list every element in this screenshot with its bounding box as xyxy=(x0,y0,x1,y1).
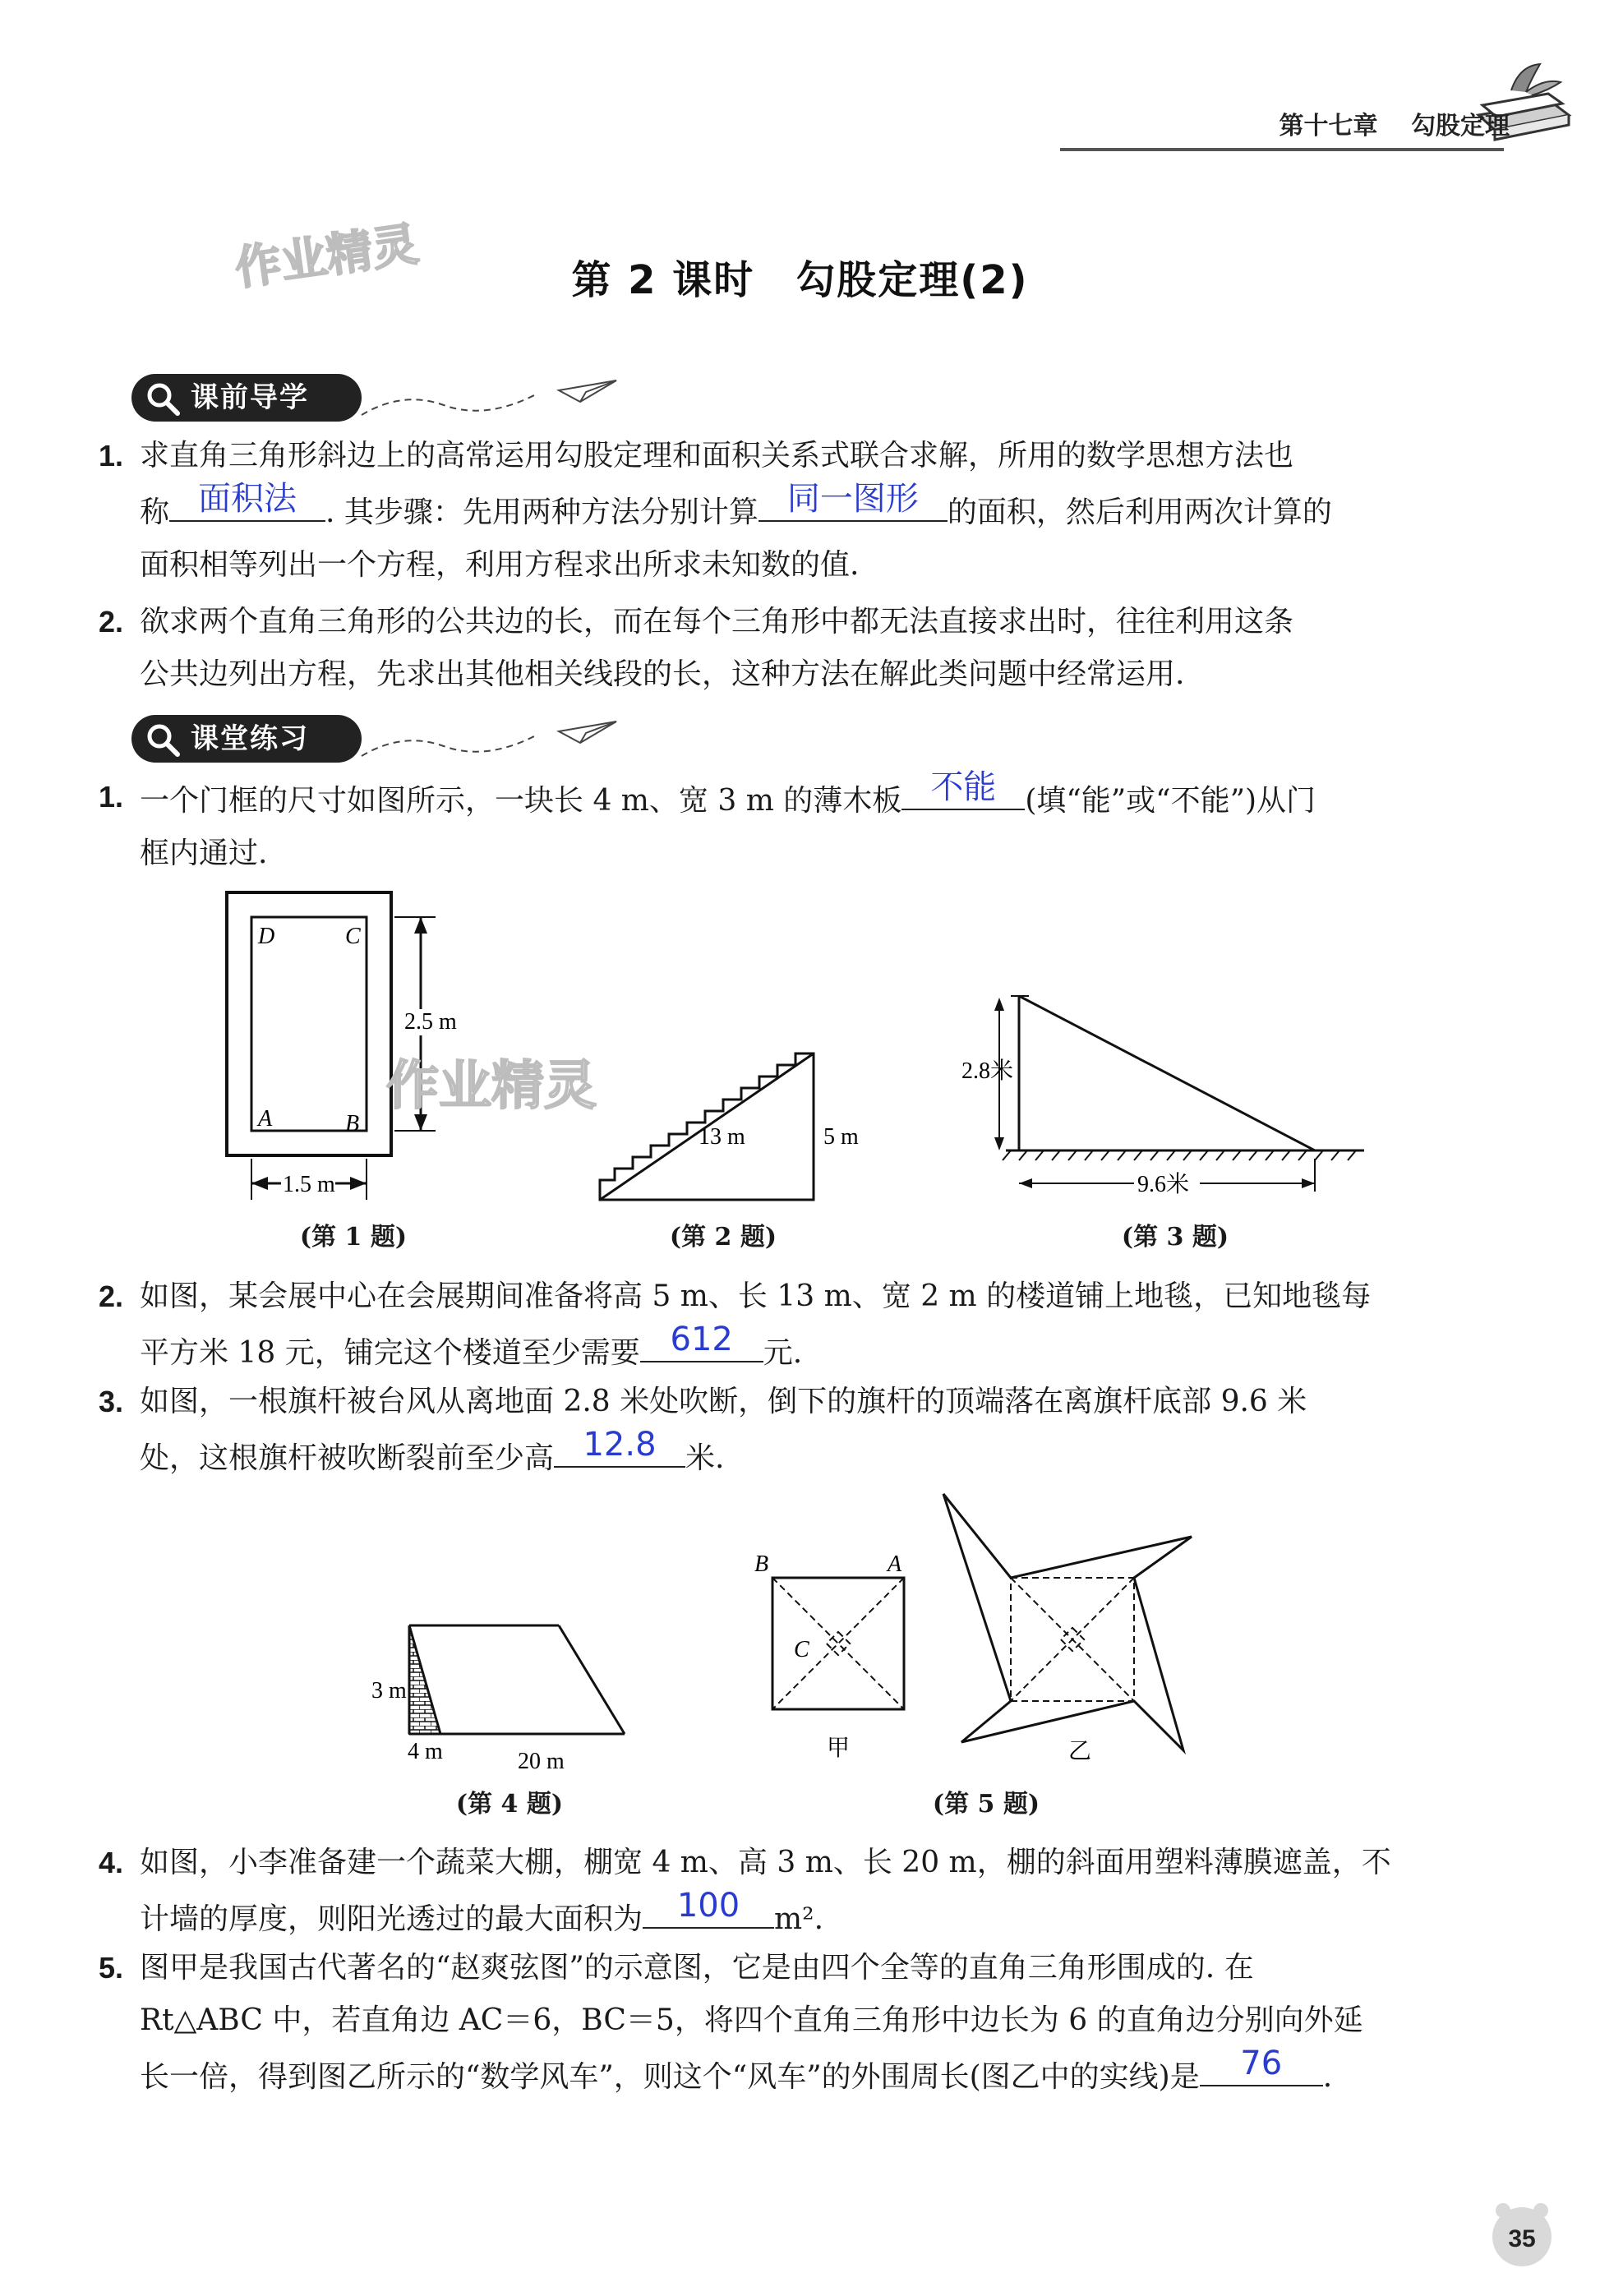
text-line: Rt△ABC 中，若直角边 AC＝6，BC＝5，将四个直角三角形中边长为 6 的直角边分别向外延 xyxy=(140,2003,1363,2037)
text: 长一倍，得到图乙所示的“数学风车”，则这个“风车”的外围周长(图乙中的实线)是 xyxy=(140,2060,1200,2094)
chapter-header xyxy=(1271,105,1510,141)
magnifier-icon xyxy=(145,722,181,758)
header-rule xyxy=(1060,148,1504,151)
text-line: 如图，某会展中心在会展期间准备将高 5 m、长 13 m、宽 2 m 的楼道铺上地毯，已知地毯每 xyxy=(140,1279,1372,1313)
answer-blank[interactable] xyxy=(901,768,1025,810)
width-label: 1.5 m xyxy=(283,1172,335,1197)
width-label: 4 m xyxy=(408,1739,443,1764)
text-line xyxy=(140,1889,1455,1946)
handwritten-answer: 76 xyxy=(1240,2045,1283,2082)
handwritten-answer: 12.8 xyxy=(583,1426,657,1464)
figure-4-greenhouse xyxy=(362,1611,641,1775)
hypotenuse-label: 13 m xyxy=(699,1124,745,1150)
page-number-badge xyxy=(1485,2197,1559,2271)
section-practice xyxy=(131,715,723,766)
answer-blank[interactable] xyxy=(554,1428,685,1468)
text-line: 如图，小李准备建一个蔬菜大棚，棚宽 4 m、高 3 m、长 20 m，棚的斜面用塑料薄膜遮盖，不 xyxy=(140,1846,1391,1879)
text-line xyxy=(140,482,1455,539)
chapter-label: 第十七章 xyxy=(1279,112,1378,141)
text: 米. xyxy=(685,1441,725,1475)
text-line xyxy=(140,1428,1455,1485)
page-title xyxy=(0,248,1600,305)
text: 称 xyxy=(140,496,170,529)
handwritten-answer: 612 xyxy=(670,1321,733,1358)
page-number: 35 xyxy=(1508,2225,1536,2252)
text-line: 求直角三角形斜边上的高常运用勾股定理和面积关系式联合求解，所用的数学思想方法也 xyxy=(140,439,1294,473)
figure-2-caption: (第 2 题) xyxy=(669,1223,777,1252)
figure-jia-label: 甲 xyxy=(827,1736,851,1761)
figure-5-caption: (第 5 题) xyxy=(932,1790,1040,1819)
text: . 其步骤：先用两种方法分别计算 xyxy=(325,496,759,529)
text: 处，这根旗杆被吹断裂前至少高 xyxy=(140,1441,555,1475)
practice-item-3 xyxy=(99,1376,1455,1485)
answer-blank[interactable] xyxy=(643,1889,774,1929)
preview-item-2 xyxy=(99,596,1455,701)
text-line: 公共边列出方程，先求出其他相关线段的长，这种方法在解此类问题中经常运用. xyxy=(140,657,1185,691)
section-title: 课堂练习 xyxy=(191,722,309,755)
watermark-top: 作业精灵 xyxy=(232,217,422,297)
text-line: 面积相等列出一个方程，利用方程求出所求未知数的值. xyxy=(140,548,860,582)
watermark-middle: 作业精灵 xyxy=(386,1056,597,1117)
text-line: 图甲是我国古代著名的“赵爽弦图”的示意图，它是由四个全等的直角三角形围成的. 在 xyxy=(140,1951,1254,1985)
paper-plane-icon xyxy=(353,374,715,425)
text: . xyxy=(1322,2060,1333,2094)
text-line xyxy=(140,768,1455,828)
paper-plane-icon xyxy=(353,715,715,766)
height-label: 5 m xyxy=(823,1124,859,1150)
lesson-number: 第 2 课时 xyxy=(571,257,755,303)
magnifier-icon xyxy=(145,380,181,417)
item-number: 2. xyxy=(99,605,124,639)
section-pill xyxy=(131,715,362,763)
length-label: 20 m xyxy=(518,1749,565,1774)
vertex-A: A xyxy=(888,1551,902,1577)
text-line: 欲求两个直角三角形的公共边的长，而在每个三角形中都无法直接求出时，往往利用这条 xyxy=(140,605,1294,639)
item-number: 2. xyxy=(99,1279,124,1313)
item-number: 3. xyxy=(99,1385,124,1418)
preview-item-1 xyxy=(99,430,1455,592)
vertex-D: D xyxy=(258,924,275,949)
height-label: 2.8米 xyxy=(961,1058,1014,1084)
practice-item-5 xyxy=(99,1942,1455,2104)
answer-blank[interactable] xyxy=(1200,2047,1323,2086)
vertex-A: A xyxy=(258,1106,273,1132)
figure-2-staircase xyxy=(592,1044,859,1208)
text: 平方米 18 元，铺完这个楼道至少需要 xyxy=(140,1336,640,1370)
figure-3-flagpole xyxy=(961,986,1381,1208)
practice-item-4 xyxy=(99,1837,1455,1946)
text: 的面积，然后利用两次计算的 xyxy=(947,496,1332,529)
handwritten-answer: 同一图形 xyxy=(786,480,919,518)
lesson-title: 勾股定理(2) xyxy=(795,257,1029,303)
item-number: 1. xyxy=(99,439,124,473)
figure-3-caption: (第 3 题) xyxy=(1121,1223,1229,1252)
figure-5-jia xyxy=(740,1545,937,1759)
text: 元. xyxy=(763,1336,803,1370)
handwritten-answer: 100 xyxy=(676,1887,740,1925)
text: 计墙的厚度，则阳光透过的最大面积为 xyxy=(140,1902,643,1936)
practice-item-2 xyxy=(99,1270,1455,1380)
figure-yi-label: 乙 xyxy=(1068,1739,1092,1764)
handwritten-answer: 面积法 xyxy=(198,480,297,518)
text-line: 如图，一根旗杆被台风从离地面 2.8 米处吹断，倒下的旗杆的顶端落在离旗杆底部 9.6 米 xyxy=(140,1385,1307,1418)
figure-1-caption: (第 1 题) xyxy=(299,1223,408,1252)
section-preview xyxy=(131,374,723,425)
height-label: 3 m xyxy=(371,1678,407,1704)
text-line xyxy=(140,2047,1455,2104)
vertex-C: C xyxy=(345,924,361,949)
practice-item-1 xyxy=(99,768,1455,880)
answer-blank[interactable] xyxy=(640,1323,763,1362)
figure-4-caption: (第 4 题) xyxy=(455,1790,564,1819)
answer-blank[interactable] xyxy=(169,482,325,522)
topic-label: 勾股定理 xyxy=(1411,112,1510,141)
text: (填“能”或“不能”)从门 xyxy=(1025,784,1316,818)
handwritten-answer: 不能 xyxy=(930,768,997,806)
vertex-B: B xyxy=(345,1111,360,1136)
answer-blank[interactable] xyxy=(759,482,948,522)
item-number: 5. xyxy=(99,1951,124,1985)
item-number: 1. xyxy=(99,780,124,814)
text: m². xyxy=(774,1902,824,1936)
vertex-B: B xyxy=(754,1551,769,1577)
base-label: 9.6米 xyxy=(1137,1172,1190,1197)
height-label: 2.5 m xyxy=(404,1009,457,1035)
text-line xyxy=(140,1323,1455,1380)
section-title: 课前导学 xyxy=(191,381,309,414)
text: 一个门框的尺寸如图所示，一块长 4 m、宽 3 m 的薄木板 xyxy=(140,784,902,818)
section-pill xyxy=(131,374,362,422)
text-line: 框内通过. xyxy=(140,837,268,870)
vertex-C: C xyxy=(794,1637,809,1662)
item-number: 4. xyxy=(99,1846,124,1879)
figure-5-yi xyxy=(929,1479,1257,1767)
